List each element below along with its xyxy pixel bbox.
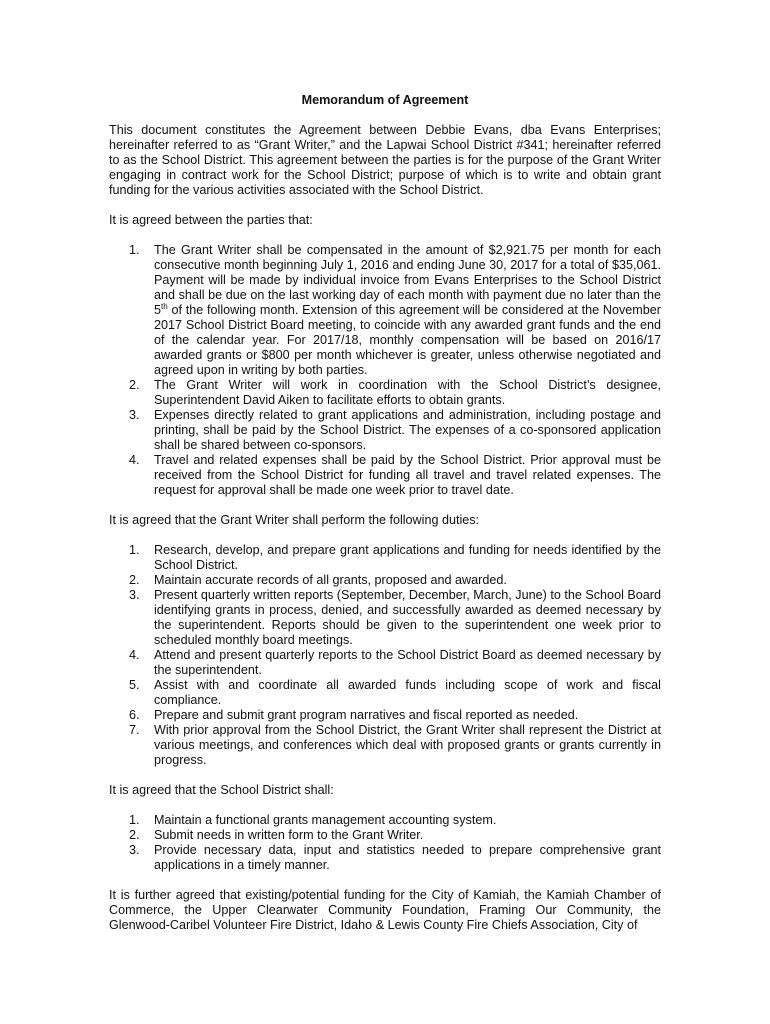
list-item	[109, 243, 661, 378]
list-item	[109, 543, 661, 573]
list-number: 1.	[129, 813, 140, 827]
list-item	[109, 723, 661, 768]
agreed-parties-heading: It is agreed between the parties that:	[109, 213, 313, 227]
list-number: 2.	[129, 573, 140, 587]
list-item-text-continued: of the following month. Extension of this agreement will be considered at the November 2017 School District Board meeting, to coincide with any awarded grant funds and the end of the calendar year. For 2017/18, monthly compensation will be based on 2016/17 awarded grants or $800 per month whichever is greater, unless otherwise negotiated and agreed upon in writing by both parties.	[154, 303, 661, 377]
list-number: 2.	[129, 378, 140, 392]
list-item	[109, 843, 661, 873]
list-item-text: Attend and present quarterly reports to the School District Board as deemed necessary by the superintendent.	[154, 648, 661, 677]
list-item	[109, 378, 661, 408]
district-items-list	[109, 813, 661, 873]
list-item	[109, 408, 661, 453]
list-item-text: Travel and related expenses shall be paid by the School District. Prior approval must be received from the School District for funding all travel and travel related expenses. The request for approval shall be made one week prior to travel date.	[154, 453, 661, 497]
list-number: 3.	[129, 843, 140, 857]
list-number: 6.	[129, 708, 140, 722]
agreed-items-list	[109, 243, 661, 498]
district-heading: It is agreed that the School District shall:	[109, 783, 334, 797]
list-item	[109, 828, 661, 843]
list-item-text: Maintain accurate records of all grants, proposed and awarded.	[154, 573, 507, 587]
list-number: 3.	[129, 408, 140, 422]
list-number: 1.	[129, 543, 140, 557]
list-item-text: Prepare and submit grant program narratives and fiscal reported as needed.	[154, 708, 579, 722]
list-number: 7.	[129, 723, 140, 737]
ordinal-superscript: th	[161, 301, 168, 311]
list-item-text: Provide necessary data, input and statistics needed to prepare comprehensive grant applications in a timely manner.	[154, 843, 661, 872]
duties-list	[109, 543, 661, 768]
list-item-text: Expenses directly related to grant applications and administration, including postage and printing, shall be paid by the School District. The expenses of a co-sponsored application shall be shared between co-sponsors.	[154, 408, 661, 452]
list-item-text: The Grant Writer shall be compensated in the amount of $2,921.75 per month for each consecutive month beginning July 1, 2016 and ending June 30, 2017 for a total of $35,061. Payment will be made by individual invoice from Evans Enterprises to the School District and shall be due on the last working day of each month with payment due no later than the 5	[154, 243, 661, 317]
closing-paragraph: It is further agreed that existing/potential funding for the City of Kamiah, the Kamiah Chamber of Commerce, the Upper Clearwater Community Foundation, Framing Our Community, the Glenwood-Caribel Volunteer Fire District, Idaho & Lewis County Fire Chiefs Association, City of	[109, 888, 661, 932]
list-item	[109, 573, 661, 588]
list-item-text: Submit needs in written form to the Grant Writer.	[154, 828, 424, 842]
list-item-text: Research, develop, and prepare grant applications and funding for needs identified by the School District.	[154, 543, 661, 572]
list-item	[109, 588, 661, 648]
document-body	[109, 93, 661, 948]
list-item-text: With prior approval from the School District, the Grant Writer shall represent the District at various meetings, and conferences which deal with proposed grants or grants currently in progress.	[154, 723, 661, 767]
list-item	[109, 813, 661, 828]
list-item	[109, 708, 661, 723]
list-number: 3.	[129, 588, 140, 602]
intro-paragraph: This document constitutes the Agreement between Debbie Evans, dba Evans Enterprises; hereinafter referred to as “Grant Writer,” and the Lapwai School District #341; hereinafter referred to as the School District. This agreement between the parties is for the purpose of the Grant Writer engaging in contract work for the School District; purpose of which is to write and obtain grant funding for the various activities associated with the School District.	[109, 123, 661, 197]
list-item	[109, 678, 661, 708]
list-number: 4.	[129, 453, 140, 467]
list-number: 4.	[129, 648, 140, 662]
list-item-text: The Grant Writer will work in coordination with the School District’s designee, Superintendent David Aiken to facilitate efforts to obtain grants.	[154, 378, 661, 407]
list-item	[109, 453, 661, 498]
list-number: 2.	[129, 828, 140, 842]
list-item	[109, 648, 661, 678]
list-item-text: Maintain a functional grants management accounting system.	[154, 813, 497, 827]
list-number: 1.	[129, 243, 140, 257]
list-item-text: Assist with and coordinate all awarded funds including scope of work and fiscal compliance.	[154, 678, 661, 707]
duties-heading: It is agreed that the Grant Writer shall perform the following duties:	[109, 513, 480, 527]
document-title: Memorandum of Agreement	[301, 93, 469, 107]
list-number: 5.	[129, 678, 140, 692]
list-item-text: Present quarterly written reports (September, December, March, June) to the School Board identifying grants in process, denied, and successfully awarded as deemed necessary by the superintendent. Reports should be given to the superintendent one week prior to scheduled monthly board meetings.	[154, 588, 661, 647]
